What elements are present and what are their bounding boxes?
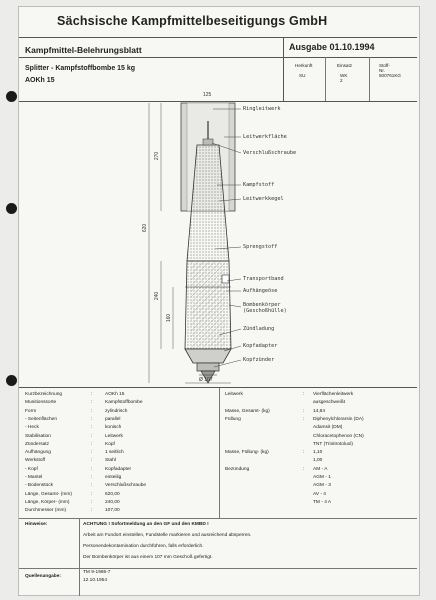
dim-top-width: 125	[203, 92, 212, 98]
right-row-9-col-2: AM - A	[313, 466, 328, 472]
left-row-7-col-1: :	[91, 450, 93, 456]
right-row-5-col-2: Chloracetophenon (CN)	[313, 433, 364, 439]
right-row-7-col-0: Masse, Füllung- (kg)	[225, 450, 269, 456]
right-row-6-col-2: TNT (Trinitrotoluol)	[313, 441, 353, 447]
right-row-11-col-2: AGM - 3	[313, 483, 331, 489]
left-row-9-col-1: :	[91, 466, 93, 472]
left-row-4-col-0: - Heck	[25, 425, 39, 431]
hinweis-line-2: Arbeit am Fundort einstellen, Fundstelle markieren und ausreichend absperren.	[83, 533, 252, 538]
label-transport-band: Transportband	[243, 276, 284, 282]
right-row-7-col-2: 1,10	[313, 450, 323, 456]
left-row-13-col-0: Länge, Körper- (mm)	[25, 499, 70, 505]
left-row-2-col-1: :	[91, 408, 93, 414]
right-row-8-col-2: 1,00	[313, 458, 323, 464]
label-chemical-agent: Kampfstoff	[243, 182, 275, 188]
left-row-8-col-0: Werkstoff	[25, 458, 46, 464]
left-row-12-col-2: 620,00	[105, 491, 120, 497]
bomb-cross-section	[19, 101, 417, 387]
label-ring-fin: Ringleitwerk	[243, 106, 281, 112]
left-row-9-col-0: - Kopf	[25, 466, 38, 472]
left-row-8-col-2: Stahl	[105, 458, 116, 464]
label-fin-cone: Leitwerkkegel	[243, 196, 284, 202]
dim-tail-length: 270	[154, 151, 161, 161]
left-row-8-col-1: :	[91, 458, 93, 464]
right-row-4-col-2: Adamsit (DM)	[313, 425, 343, 431]
left-row-1-col-0: Munitionssorte	[25, 400, 57, 406]
left-row-4-col-1: :	[91, 425, 93, 431]
left-row-7-col-0: Aufhängung	[25, 450, 51, 456]
label-explosive: Sprengstoff	[243, 244, 278, 250]
left-row-7-col-2: 1 seitlich	[105, 450, 124, 456]
binder-hole	[6, 375, 17, 386]
hinweis-line-3: Personendekontamination durchführen, falls erforderlich.	[83, 544, 204, 549]
left-row-12-col-1: :	[91, 491, 93, 497]
left-row-6-col-1: :	[91, 441, 93, 447]
label-suspension-lug: Aufhängeöse	[243, 288, 278, 294]
right-row-13-col-2: TM - 4 A	[313, 499, 332, 505]
right-row-1-col-2: ausgeschweißt	[313, 400, 345, 406]
hinweis-line-1: ACHTUNG ! Sofortmeldung an den GF und den KMBD !	[83, 522, 209, 527]
company-title: Sächsische Kampfmittelbeseitigungs GmbH	[57, 14, 328, 28]
right-row-3-col-1: :	[303, 416, 305, 422]
sheet-type: Kampfmittel-Belehrungsblatt	[25, 45, 142, 55]
munition-name: Splitter - Kampfstoffbombe 15 kg	[25, 65, 136, 72]
right-row-2-col-2: 14,84	[313, 408, 326, 414]
left-row-9-col-2: Kopfadapter	[105, 466, 132, 472]
dim-diameter: Ø 107	[199, 377, 213, 383]
left-row-13-col-2: 240,00	[105, 499, 120, 505]
quelle-line-2: 12.10.1954	[83, 578, 108, 583]
left-row-6-col-2: Kopf	[105, 441, 115, 447]
left-row-0-col-1: :	[91, 392, 93, 397]
left-row-11-col-0: - Bodenstück	[25, 483, 53, 489]
left-row-10-col-0: - Mantel	[25, 475, 43, 480]
left-row-1-col-1: :	[91, 400, 93, 406]
left-row-10-col-2: einteilig	[105, 475, 122, 480]
dim-charge-length: 160	[166, 313, 173, 323]
bomb-drawing	[19, 92, 417, 387]
right-row-10-col-2: AGM - 1	[313, 475, 331, 480]
quelle-label: Quellenangabe:	[25, 574, 61, 579]
left-row-11-col-2: Verschlußschraube	[105, 483, 147, 489]
binder-hole	[6, 203, 17, 214]
issue-date: Ausgabe 01.10.1994	[289, 42, 375, 52]
left-row-5-col-2: Leitwerk	[105, 433, 123, 439]
label-plug-screw: Verschlußschraube	[243, 150, 297, 156]
dim-total-length: 620	[142, 223, 149, 233]
right-row-12-col-2: AV - 4	[313, 491, 326, 497]
label-nose-fuze: Kopfzünder	[243, 357, 275, 363]
right-row-0-col-2: Vierflächenleitwerk	[313, 392, 354, 397]
document-page	[18, 6, 420, 596]
left-row-2-col-0: Form	[25, 408, 37, 414]
hinweis-line-4: Der Bombenkörper ist aus einem 107 mm Geschoß gefertigt.	[83, 555, 213, 560]
label-nose-adapter: Kopfadapter	[243, 343, 278, 349]
left-row-5-col-0: Stabilisation	[25, 433, 51, 439]
right-row-3-col-2: Diphenylchlorarsin (DA)	[313, 416, 364, 422]
left-row-10-col-1: :	[91, 475, 93, 480]
right-row-0-col-1: :	[303, 392, 305, 397]
right-row-0-col-0: Leitwerk	[225, 392, 243, 397]
left-row-12-col-0: Länge, Gesamt- (mm)	[25, 491, 72, 497]
left-row-13-col-1: :	[91, 499, 93, 505]
header-bar	[19, 7, 417, 38]
hinweise-label: Hinweise:	[25, 522, 48, 527]
label-fin-surface: Leitwerkfläche	[243, 134, 287, 140]
left-row-14-col-1: :	[91, 508, 93, 514]
left-row-0-col-2: AOKh 15	[105, 392, 125, 397]
right-row-7-col-1: :	[303, 450, 305, 456]
label-bomb-body: Bombenkörper (Geschoßhülle)	[243, 302, 287, 314]
munition-code: AOKh 15	[25, 77, 55, 84]
left-row-14-col-2: 107,00	[105, 508, 120, 514]
right-row-2-col-0: Masse, Gesamt- (kg)	[225, 408, 270, 414]
left-row-0-col-0: Kurzbezeichnung	[25, 392, 63, 397]
label-detonator-charge: Zündladung	[243, 326, 275, 332]
left-row-2-col-2: zylindrisch	[105, 408, 128, 414]
left-row-11-col-1: :	[91, 483, 93, 489]
left-row-14-col-0: Durchmesser (mm)	[25, 508, 67, 514]
dim-body-length: 240	[154, 291, 161, 301]
binder-hole	[6, 91, 17, 102]
right-row-9-col-0: Bezündung	[225, 466, 250, 472]
left-row-1-col-2: Kampfstoffbombe	[105, 400, 143, 406]
quelle-line-1: TM 9-1985-7	[83, 570, 111, 575]
specifications-table	[19, 387, 417, 596]
left-row-6-col-0: Zündersatz	[25, 441, 49, 447]
left-row-5-col-1: :	[91, 433, 93, 439]
left-row-3-col-1: :	[91, 416, 93, 422]
left-row-3-col-2: parallel	[105, 416, 121, 422]
right-row-9-col-1: :	[303, 466, 305, 472]
info-block: Kampfmittel-Belehrungsblatt Splitter - Kampfstoffbombe 15 kg AOKh 15 Ausgabe 01.10.1994 Herkunft SU Einsatz WK 2 Stoff-Nr. 500761KG	[19, 37, 417, 102]
right-row-2-col-1: :	[303, 408, 305, 414]
left-row-3-col-0: - Seitenflächen	[25, 416, 57, 422]
left-row-4-col-2: konisch	[105, 425, 122, 431]
right-row-3-col-0: Füllung	[225, 416, 241, 422]
